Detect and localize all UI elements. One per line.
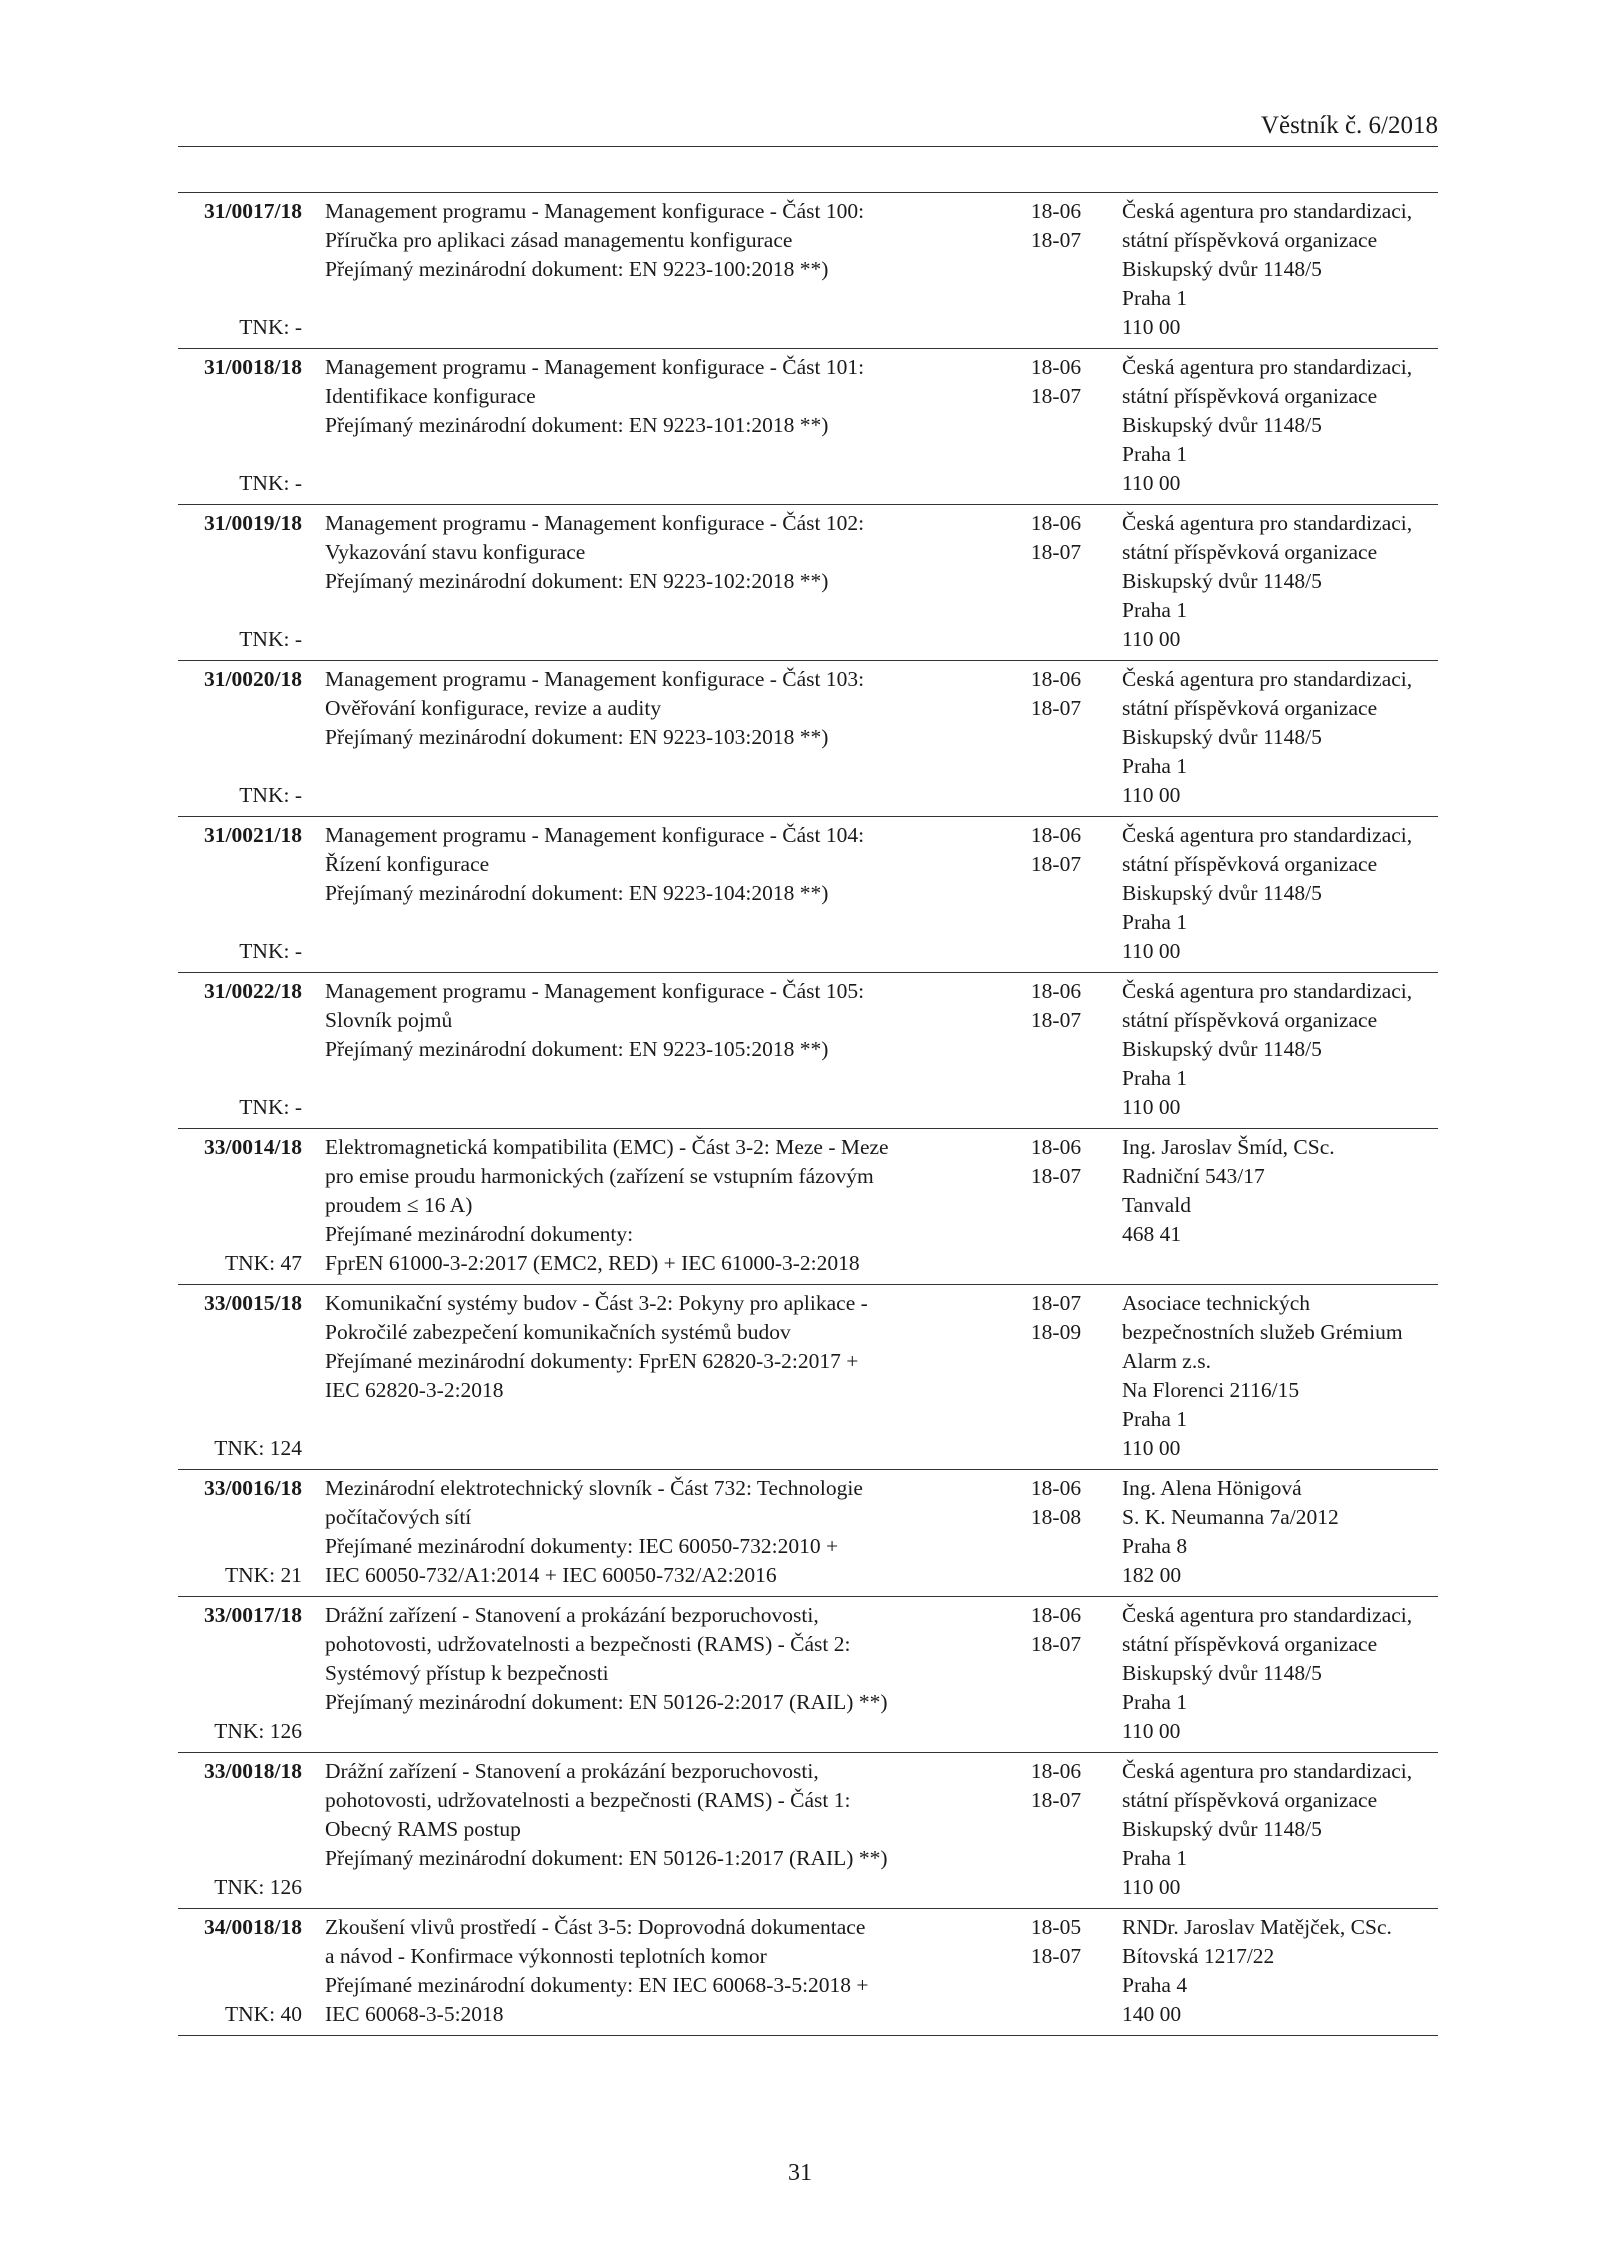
- id-cell: [178, 1757, 302, 1902]
- processor-cell: RNDr. Jaroslav Matějček, CSc. Bítovská 1217/22 Praha 4 140 00: [1122, 1915, 1392, 2026]
- title-cell: Management programu - Management konfigurace - Část 104: Řízení konfigurace Přejímaný mezinárodní dokument: EN 9223-104:2018 **): [325, 823, 865, 905]
- table-row: [178, 349, 1438, 505]
- processor-cell: Asociace technických bezpečnostních služeb Grémium Alarm z.s. Na Florenci 2116/15 Praha 1 110 00: [1122, 1291, 1403, 1460]
- title-cell: Management programu - Management konfigurace - Část 103: Ověřování konfigurace, revize a audity Přejímaný mezinárodní dokument: EN 9223-103:2018 **): [325, 667, 865, 749]
- dates-cell: 18-06 18-07: [1030, 355, 1082, 408]
- title-cell: Elektromagnetická kompatibilita (EMC) - Část 3-2: Meze - Meze pro emise proudu harmonických (zařízení se vstupním fázovým proudem ≤ 16 A) Přejímané mezinárodní dokumenty: FprEN 61000-3-2:2017 (EMC2, RED) + IEC 61000-3-2:2018: [325, 1135, 889, 1275]
- processor-cell: Česká agentura pro standardizaci, státní příspěvková organizace Biskupský dvůr 1148/5 Praha 1 110 00: [1122, 355, 1413, 495]
- title-cell: Management programu - Management konfigurace - Část 102: Vykazování stavu konfigurace Přejímaný mezinárodní dokument: EN 9223-102:2018 **): [325, 511, 865, 593]
- processor-cell: Česká agentura pro standardizaci, státní příspěvková organizace Biskupský dvůr 1148/5 Praha 1 110 00: [1122, 511, 1413, 651]
- standards-table: [178, 192, 1438, 2036]
- tnk-number: TNK: -: [239, 471, 302, 495]
- title-cell: Drážní zařízení - Stanovení a prokázání bezporuchovosti, pohotovosti, udržovatelnosti a bezpečnosti (RAMS) - Část 2: Systémový přístup k bezpečnosti Přejímaný mezinárodní dokument: EN 50126-2:2017 (RAIL) **): [325, 1603, 888, 1714]
- standard-number: 31/0022/18: [204, 979, 302, 1003]
- dates-cell: 18-06 18-07: [1030, 1759, 1082, 1812]
- dates-cell: 18-06 18-07: [1030, 667, 1082, 720]
- processor-cell: Ing. Alena Hönigová S. K. Neumanna 7a/2012 Praha 8 182 00: [1122, 1476, 1339, 1587]
- header-divider: [178, 146, 1438, 147]
- dates-cell: 18-06 18-07: [1030, 1603, 1082, 1656]
- dates-cell: 18-07 18-09: [1030, 1291, 1082, 1344]
- title-cell: Drážní zařízení - Stanovení a prokázání bezporuchovosti, pohotovosti, udržovatelnosti a bezpečnosti (RAMS) - Část 1: Obecný RAMS postup Přejímaný mezinárodní dokument: EN 50126-1:2017 (RAIL) **): [325, 1759, 888, 1870]
- tnk-number: TNK: 21: [224, 1563, 302, 1587]
- id-cell: [178, 1289, 302, 1463]
- id-cell: [178, 1601, 302, 1746]
- page-number: 31: [788, 2160, 812, 2186]
- table-row: [178, 661, 1438, 817]
- id-cell: [178, 665, 302, 810]
- standard-number: 33/0015/18: [204, 1291, 302, 1315]
- processor-cell: Česká agentura pro standardizaci, státní příspěvková organizace Biskupský dvůr 1148/5 Praha 1 110 00: [1122, 1603, 1413, 1743]
- title-cell: Mezinárodní elektrotechnický slovník - Část 732: Technologie počítačových sítí Přejímané mezinárodní dokumenty: IEC 60050-732:2010 + IEC 60050-732/A1:2014 + IEC 60050-732/A2:2016: [325, 1476, 863, 1587]
- table-row: [178, 1129, 1438, 1285]
- title-cell: Komunikační systémy budov - Část 3-2: Pokyny pro aplikace - Pokročilé zabezpečení komunikačních systémů budov Přejímané mezinárodní dokumenty: FprEN 62820-3-2:2017 + IEC 62820-3-2:2018: [325, 1291, 868, 1402]
- standard-number: 31/0018/18: [204, 355, 302, 379]
- dates-cell: 18-06 18-07: [1030, 979, 1082, 1032]
- tnk-number: TNK: 126: [214, 1719, 302, 1743]
- id-cell: [178, 977, 302, 1122]
- table-row: [178, 1753, 1438, 1909]
- processor-cell: Česká agentura pro standardizaci, státní příspěvková organizace Biskupský dvůr 1148/5 Praha 1 110 00: [1122, 979, 1413, 1119]
- tnk-number: TNK: -: [239, 939, 302, 963]
- title-cell: Management programu - Management konfigurace - Část 105: Slovník pojmů Přejímaný mezinárodní dokument: EN 9223-105:2018 **): [325, 979, 865, 1061]
- dates-cell: 18-06 18-07: [1030, 199, 1082, 252]
- standard-number: 31/0020/18: [204, 667, 302, 691]
- dates-cell: 18-06 18-07: [1030, 1135, 1082, 1188]
- processor-cell: Ing. Jaroslav Šmíd, CSc. Radniční 543/17 Tanvald 468 41: [1122, 1135, 1335, 1246]
- tnk-number: TNK: 40: [224, 2002, 302, 2026]
- standard-number: 34/0018/18: [204, 1915, 302, 1939]
- standard-number: 33/0014/18: [204, 1135, 302, 1159]
- id-cell: [178, 353, 302, 498]
- standard-number: 33/0017/18: [204, 1603, 302, 1627]
- table-row: [178, 1909, 1438, 2036]
- standard-number: 31/0021/18: [204, 823, 302, 847]
- dates-cell: 18-05 18-07: [1030, 1915, 1082, 1968]
- tnk-number: TNK: 47: [224, 1251, 302, 1275]
- processor-cell: Česká agentura pro standardizaci, státní příspěvková organizace Biskupský dvůr 1148/5 Praha 1 110 00: [1122, 199, 1413, 339]
- tnk-number: TNK: -: [239, 1095, 302, 1119]
- table-row: [178, 817, 1438, 973]
- id-cell: [178, 197, 302, 342]
- dates-cell: 18-06 18-08: [1030, 1476, 1082, 1529]
- title-cell: Management programu - Management konfigurace - Část 101: Identifikace konfigurace Přejímaný mezinárodní dokument: EN 9223-101:2018 **): [325, 355, 865, 437]
- processor-cell: Česká agentura pro standardizaci, státní příspěvková organizace Biskupský dvůr 1148/5 Praha 1 110 00: [1122, 823, 1413, 963]
- standard-number: 33/0016/18: [204, 1476, 302, 1500]
- id-cell: [178, 509, 302, 654]
- tnk-number: TNK: -: [239, 627, 302, 651]
- table-row: [178, 973, 1438, 1129]
- table-row: [178, 505, 1438, 661]
- title-cell: Management programu - Management konfigurace - Část 100: Příručka pro aplikaci zásad managementu konfigurace Přejímaný mezinárodní dokument: EN 9223-100:2018 **): [325, 199, 865, 281]
- tnk-number: TNK: -: [239, 315, 302, 339]
- table-row: [178, 192, 1438, 349]
- standard-number: 31/0019/18: [204, 511, 302, 535]
- tnk-number: TNK: -: [239, 783, 302, 807]
- standard-number: 31/0017/18: [204, 199, 302, 223]
- tnk-number: TNK: 126: [214, 1875, 302, 1899]
- dates-cell: 18-06 18-07: [1030, 823, 1082, 876]
- dates-cell: 18-06 18-07: [1030, 511, 1082, 564]
- id-cell: [178, 1474, 302, 1590]
- table-row: [178, 1597, 1438, 1753]
- id-cell: [178, 1133, 302, 1278]
- tnk-number: TNK: 124: [214, 1436, 302, 1460]
- standard-number: 33/0018/18: [204, 1759, 302, 1783]
- table-row: [178, 1285, 1438, 1470]
- processor-cell: Česká agentura pro standardizaci, státní příspěvková organizace Biskupský dvůr 1148/5 Praha 1 110 00: [1122, 1759, 1413, 1899]
- page-header: Věstník č. 6/2018: [1260, 112, 1438, 139]
- table-row: [178, 1470, 1438, 1597]
- title-cell: Zkoušení vlivů prostředí - Část 3-5: Doprovodná dokumentace a návod - Konfirmace výkonnosti teplotních komor Přejímané mezinárodní dokumenty: EN IEC 60068-3-5:2018 + IEC 60068-3-5:2018: [325, 1915, 869, 2026]
- id-cell: [178, 1913, 302, 2029]
- id-cell: [178, 821, 302, 966]
- processor-cell: Česká agentura pro standardizaci, státní příspěvková organizace Biskupský dvůr 1148/5 Praha 1 110 00: [1122, 667, 1413, 807]
